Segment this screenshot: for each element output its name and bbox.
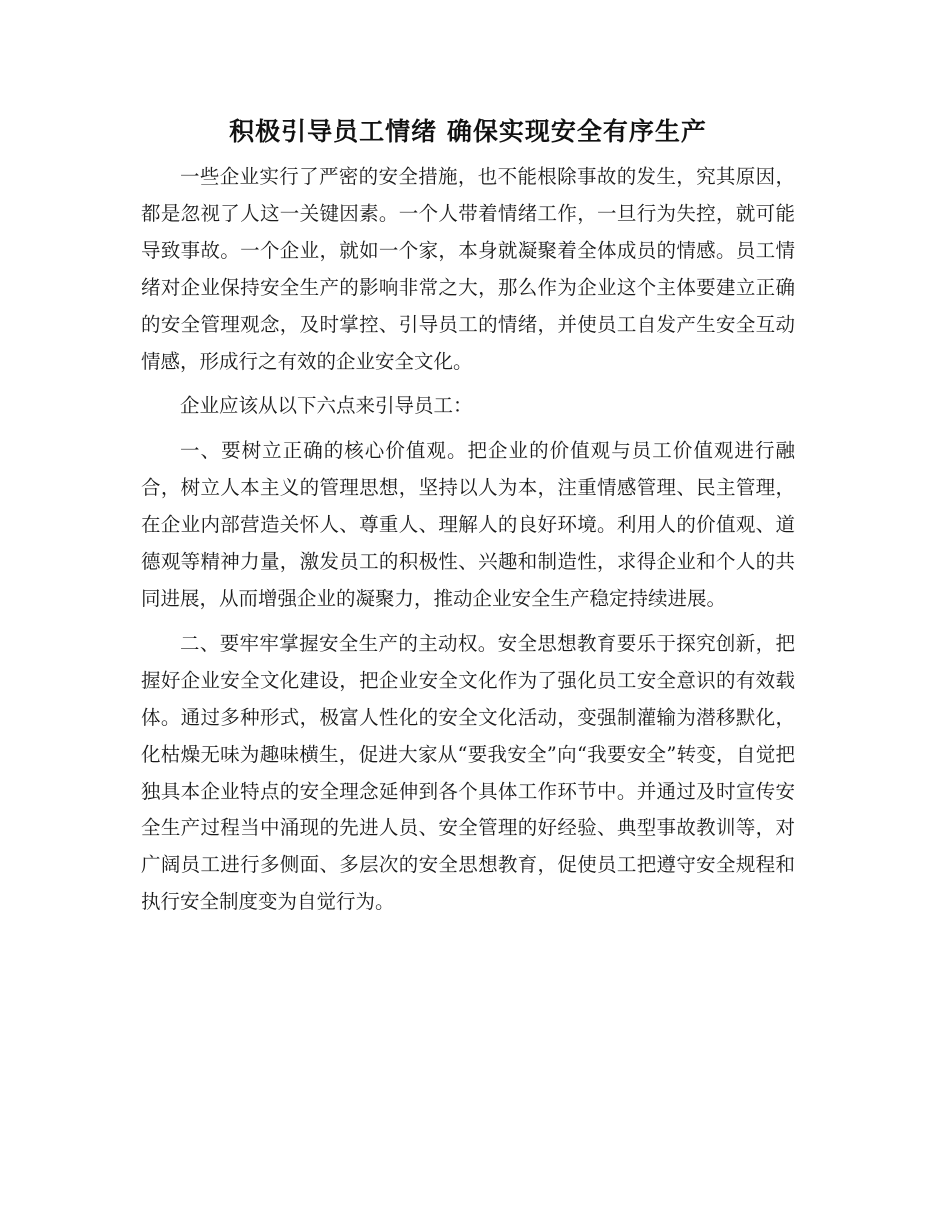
document-page <box>141 112 795 921</box>
paragraph-point-one: 一、要树立正确的核心价值观。把企业的价值观与员工价值观进行融合，树立人本主义的管理思想，坚持以人为本，注重情感管理、民主管理，在企业内部营造关怀人、尊重人、理解人的良好环境。利用人的价值观、道德观等精神力量，激发员工的积极性、兴趣和制造性，求得企业和个人的共同进展，从而增强企业的凝聚力，推动企业安全生产稳定持续进展。 <box>141 439 795 610</box>
paragraph-intro: 一些企业实行了严密的安全措施，也不能根除事故的发生，究其原因，都是忽视了人这一关键因素。一个人带着情绪工作，一旦行为失控，就可能导致事故。一个企业，就如一个家，本身就凝聚着全体成员的情感。员工情绪对企业保持安全生产的影响非常之大，那么作为企业这个主体要建立正确的安全管理观念，及时掌控、引导员工的情绪，并使员工自发产生安全互动情感，形成行之有效的企业安全文化。 <box>141 165 795 373</box>
paragraph-lead-in: 企业应该从以下六点来引导员工： <box>180 394 473 418</box>
document-title: 积极引导员工情绪 确保实现安全有序生产 <box>229 117 707 146</box>
paragraph-point-two: 二、要牢牢掌握安全生产的主动权。安全思想教育要乐于探究创新，把握好企业安全文化建设，把企业安全文化作为了强化员工安全意识的有效载体。通过多种形式，极富人性化的安全文化活动，变强制灌输为潜移默化，化枯燥无味为趣味横生，促进大家从“要我安全”向“我要安全”转变，自觉把独具本企业特点的安全理念延伸到各个具体工作环节中。并通过及时宣传安全生产过程当中涌现的先进人员、安全管理的好经验、典型事故教训等，对广阔员工进行多侧面、多层次的安全思想教育，促使员工把遵守安全规程和执行安全制度变为自觉行为。 <box>141 631 795 914</box>
